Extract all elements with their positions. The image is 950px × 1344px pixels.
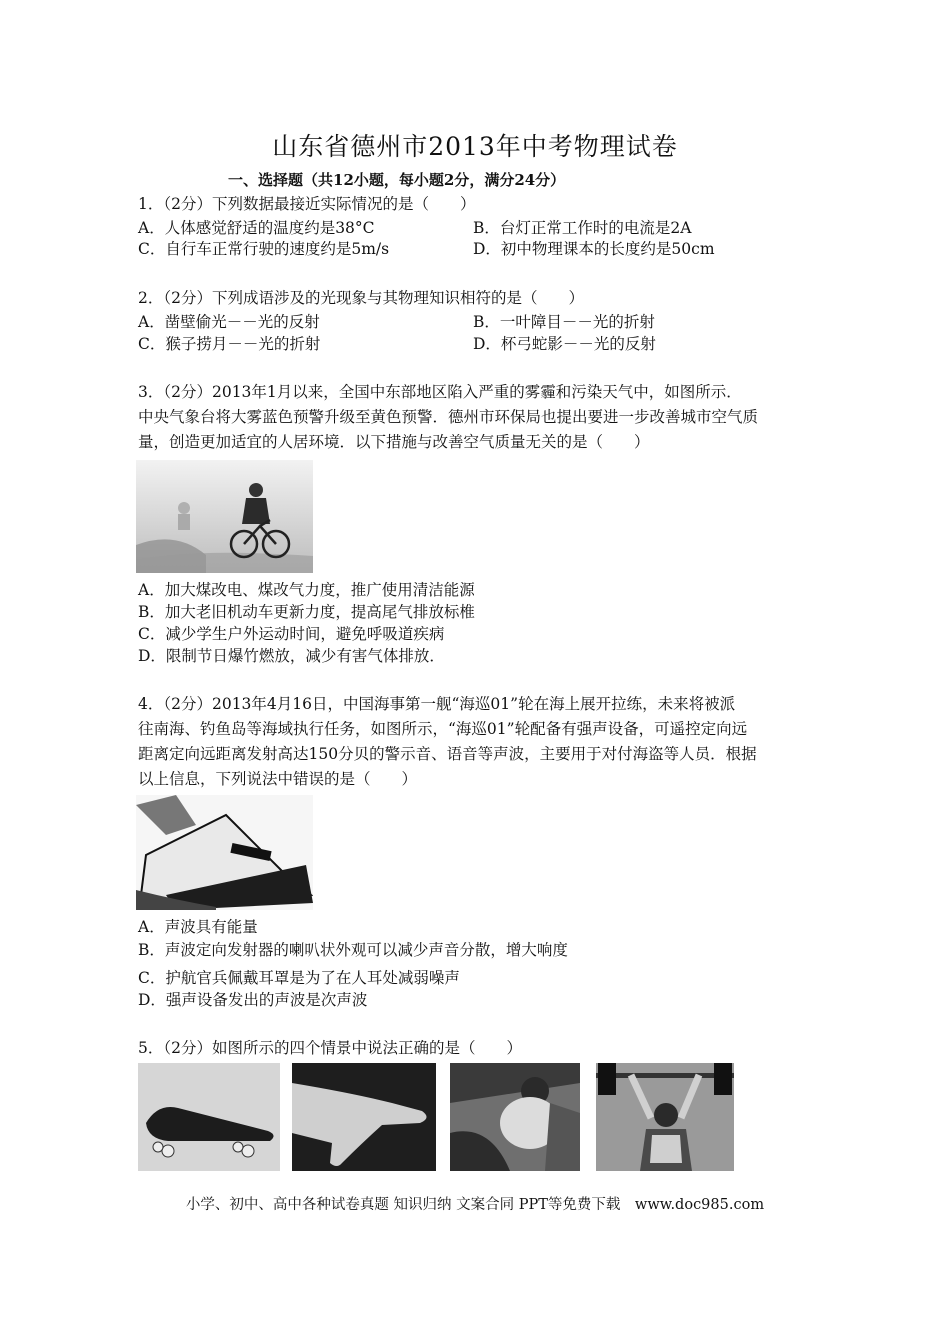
question-2-option-c: C．猴子捞月－－光的折射	[138, 335, 321, 353]
question-3-stem-line-3: 量，创造更加适宜的人居环境．以下措施与改善空气质量无关的是（ ）	[138, 433, 650, 451]
patrol-ship-photo	[136, 795, 313, 910]
smog-cyclist-photo	[136, 460, 313, 573]
skateboard-photo	[138, 1063, 280, 1171]
question-3-option-a: A．加大煤改电、煤改气力度，推广使用清洁能源	[138, 581, 475, 599]
question-1-option-b: B．台灯正常工作时的电流是2A	[473, 219, 692, 237]
question-3-stem-line-2: 中央气象台将大雾蓝色预警升级至黄色预警．德州市环保局也提出要进一步改善城市空气质	[138, 408, 759, 426]
question-1-option-d: D．初中物理课本的长度约是50cm	[473, 240, 715, 258]
weightlifting-photo	[596, 1063, 734, 1171]
question-1-option-a: A．人体感觉舒适的温度约是38°C	[138, 219, 375, 237]
question-4-stem-line-3: 距离定向远距离发射高达150分贝的警示音、语音等声波，主要用于对付海盗等人员．根据	[138, 745, 757, 763]
question-4-option-a: A．声波具有能量	[138, 918, 258, 936]
question-2-stem: 2．（2分）下列成语涉及的光现象与其物理知识相符的是（ ）	[138, 289, 584, 307]
question-3-option-b: B．加大老旧机动车更新力度，提高尾气排放标椎	[138, 603, 475, 621]
question-3-option-d: D．限制节日爆竹燃放，减少有害气体排放．	[138, 647, 445, 665]
page-title: 山东省德州市2013年中考物理试卷	[272, 132, 678, 161]
question-1-option-c: C．自行车正常行驶的速度约是5m/s	[138, 240, 390, 258]
question-2-option-d: D．杯弓蛇影－－光的反射	[473, 335, 656, 353]
question-3-stem-line-1: 3．（2分）2013年1月以来，全国中东部地区陷入严重的雾霾和污染天气中，如图所示．	[138, 383, 742, 401]
airbag-photo	[450, 1063, 580, 1171]
page-footer: 小学、初中、高中各种试卷真题 知识归纳 文案合同 PPT等免费下载 www.doc985.com	[185, 1197, 765, 1213]
question-4-stem-line-2: 往南海、钓鱼岛等海域执行任务，如图所示，“海巡01”轮配备有强声设备，可遥控定向远	[138, 720, 748, 738]
question-2-option-a: A．凿壁偷光－－光的反射	[138, 313, 320, 331]
question-4-stem-line-4: 以上信息，下列说法中错误的是（ ）	[138, 770, 418, 788]
question-4-option-b: B．声波定向发射器的喇叭状外观可以减少声音分散，增大响度	[138, 941, 568, 959]
question-4-option-d: D．强声设备发出的声波是次声波	[138, 991, 368, 1009]
question-2-option-b: B．一叶障目－－光的折射	[473, 313, 655, 331]
question-4-option-c: C．护航官兵佩戴耳罩是为了在人耳处减弱噪声	[138, 969, 460, 987]
hand-pressing-photo	[292, 1063, 436, 1171]
question-1-stem: 1．（2分）下列数据最接近实际情况的是（ ）	[138, 195, 476, 213]
section-heading: 一、选择题（共12小题，每小题2分，满分24分）	[228, 171, 566, 189]
question-3-option-c: C．减少学生户外运动时间，避免呼吸道疾病	[138, 625, 445, 643]
question-4-stem-line-1: 4．（2分）2013年4月16日，中国海事第一舰“海巡01”轮在海上展开拉练，未来将被派	[138, 695, 736, 713]
question-5-stem: 5．（2分）如图所示的四个情景中说法正确的是（ ）	[138, 1039, 522, 1057]
